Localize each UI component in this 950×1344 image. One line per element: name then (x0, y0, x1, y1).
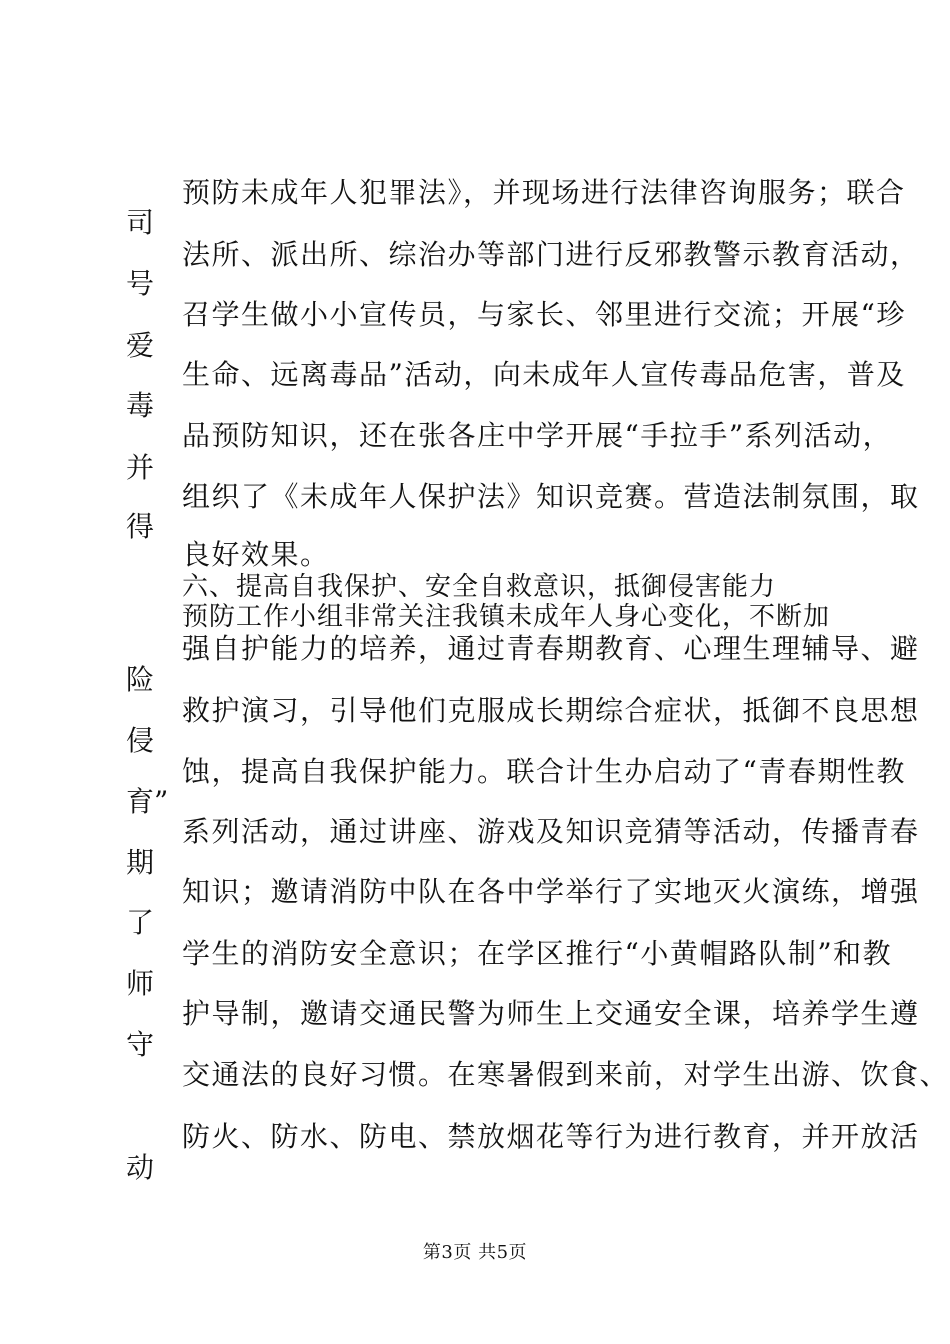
margin-char: 号 (126, 267, 155, 300)
text-line: 防火、防水、防电、禁放烟花等行为进行教育，并开放活 (182, 1120, 920, 1153)
text-line: 预防未成年人犯罪法》，并现场进行法律咨询服务；联合 (182, 176, 906, 209)
margin-char: 动 (126, 1151, 155, 1184)
text-line: 蚀，提高自我保护能力。联合计生办启动了“青春期性教 (182, 755, 906, 788)
text-line: 交通法的良好习惯。在寒暑假到来前，对学生出游、饮食、 (182, 1058, 950, 1091)
margin-char: 了 (126, 906, 155, 939)
margin-char: 守 (126, 1028, 155, 1061)
text-line: 良好效果。 (182, 538, 330, 571)
text-line: 召学生做小小宣传员，与家长、邻里进行交流；开展“珍 (182, 298, 906, 331)
margin-char: 期 (126, 846, 155, 879)
text-line: 强自护能力的培养，通过青春期教育、心理生理辅导、避 (182, 632, 920, 665)
margin-char: 师 (126, 967, 155, 1000)
text-line: 系列活动，通过讲座、游戏及知识竞猜等活动，传播青春 (182, 815, 920, 848)
margin-char: 并 (126, 451, 155, 484)
text-line: 组织了《未成年人保护法》知识竞赛。营造法制氛围，取 (182, 480, 920, 513)
page-number-footer: 第3页 共5页 (422, 1242, 528, 1263)
margin-char: 得 (126, 510, 155, 543)
margin-char: 毒 (126, 389, 155, 422)
margin-char: 司 (126, 206, 155, 239)
text-line: 护导制，邀请交通民警为师生上交通安全课，培养学生遵 (182, 997, 920, 1030)
margin-char: 育” (126, 785, 169, 818)
section-heading: 六、提高自我保护、安全自救意识，抵御侵害能力 (182, 572, 777, 602)
margin-char: 侵 (126, 724, 155, 757)
text-line: 知识；邀请消防中队在各中学举行了实地灭火演练，增强 (182, 875, 920, 908)
margin-char: 爱 (126, 329, 155, 362)
text-line: 学生的消防安全意识；在学区推行“小黄帽路队制”和教 (182, 937, 893, 970)
text-line: 生命、远离毒品”活动，向未成年人宣传毒品危害，普及 (182, 358, 906, 391)
text-line: 预防工作小组非常关注我镇未成年人身心变化，不断加 (182, 602, 831, 632)
text-line: 救护演习，引导他们克服成长期综合症状，抵御不良思想 (182, 694, 920, 727)
margin-char: 险 (126, 663, 155, 696)
text-line: 法所、派出所、综治办等部门进行反邪教警示教育活动， (182, 238, 920, 271)
text-line: 品预防知识，还在张各庄中学开展“手拉手”系列活动， (182, 419, 893, 452)
